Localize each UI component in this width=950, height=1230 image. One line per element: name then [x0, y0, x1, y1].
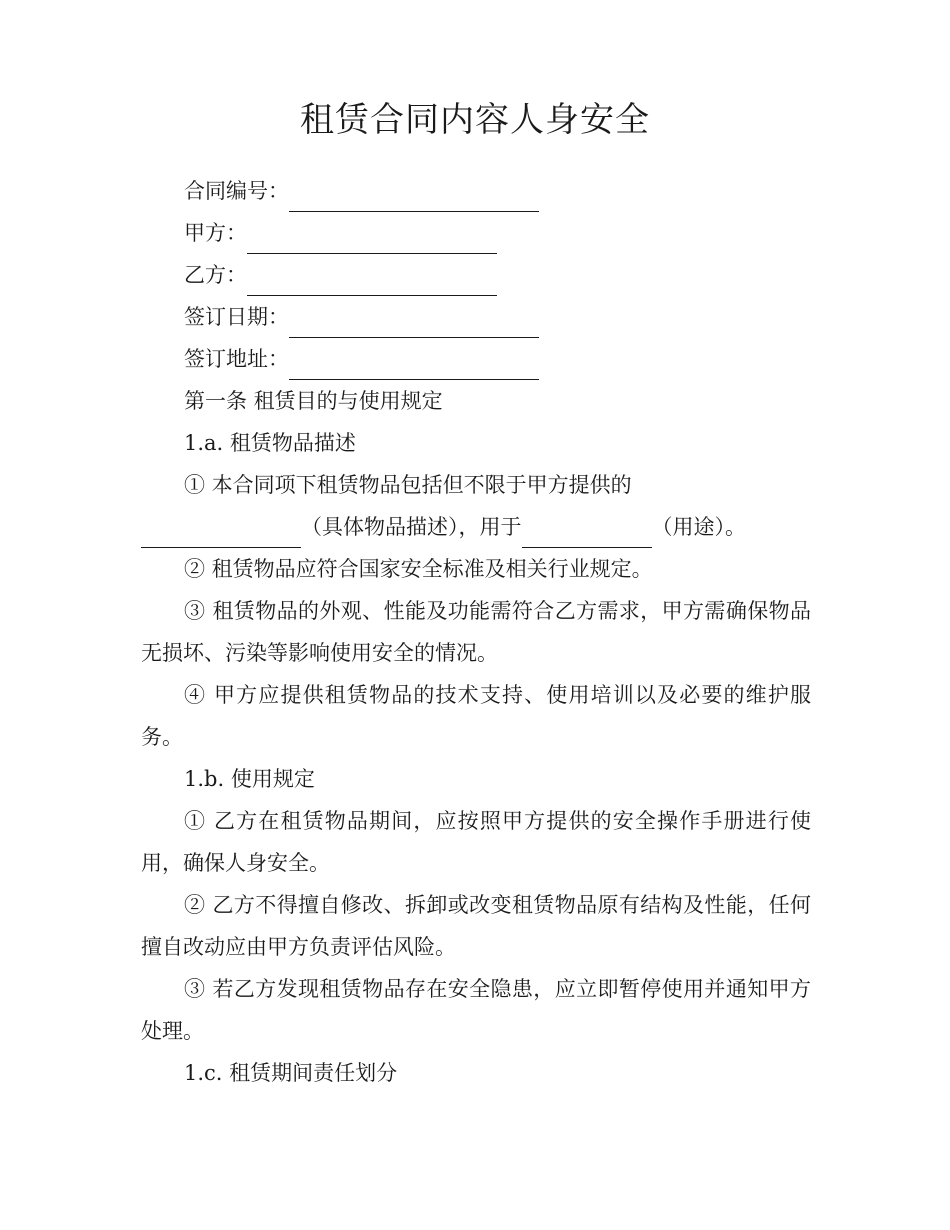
field-party-b: [141, 254, 811, 296]
field-label: 合同编号：: [184, 179, 289, 203]
section-b-item-3: ③ 若乙方发现租赁物品存在安全隐患，应立即暂停使用并通知甲方处理。: [141, 977, 811, 1043]
section-a-item-2: ② 租赁物品应符合国家安全标准及相关行业规定。: [184, 557, 653, 581]
section-a-item-3: ③ 租赁物品的外观、性能及功能需符合乙方需求，甲方需确保物品无损坏、污染等影响使用安全的情况。: [141, 599, 811, 665]
blank-line: [247, 265, 497, 296]
section-heading: 1.a. 租赁物品描述: [184, 431, 356, 455]
section-heading: 1.b. 使用规定: [184, 767, 315, 791]
item-text: （用途）。: [651, 515, 746, 539]
document-body: [141, 170, 811, 1094]
blank-line: [289, 349, 539, 380]
article-heading: 第一条 租赁目的与使用规定: [184, 389, 443, 413]
section-a-item-4: ④ 甲方应提供租赁物品的技术支持、使用培训以及必要的维护服务。: [141, 683, 811, 749]
section-b-item-1: ① 乙方在租赁物品期间，应按照甲方提供的安全操作手册进行使用，确保人身安全。: [141, 809, 811, 875]
blank-line: [289, 181, 539, 212]
item-text: （具体物品描述），用于: [301, 515, 522, 539]
section-a-item-1-line1: ① 本合同项下租赁物品包括但不限于甲方提供的: [184, 473, 632, 497]
field-party-a: [141, 212, 811, 254]
blank-line: [289, 307, 539, 338]
section-a-item-1-line2: [141, 506, 811, 548]
section-heading: 1.c. 租赁期间责任划分: [184, 1061, 398, 1085]
field-signing-date: [141, 296, 811, 338]
document-title: 租赁合同内容人身安全: [300, 100, 650, 140]
blank-line: [141, 517, 301, 548]
field-label: 签订地址：: [184, 347, 289, 371]
field-label: 甲方：: [184, 221, 247, 245]
blank-line: [522, 517, 652, 548]
field-label: 签订日期：: [184, 305, 289, 329]
field-label: 乙方：: [184, 263, 247, 287]
blank-line: [247, 223, 497, 254]
field-signing-place: [141, 338, 811, 380]
field-contract-number: [141, 170, 811, 212]
section-b-item-2: ② 乙方不得擅自修改、拆卸或改变租赁物品原有结构及性能，任何擅自改动应由甲方负责评估风险。: [141, 893, 811, 959]
